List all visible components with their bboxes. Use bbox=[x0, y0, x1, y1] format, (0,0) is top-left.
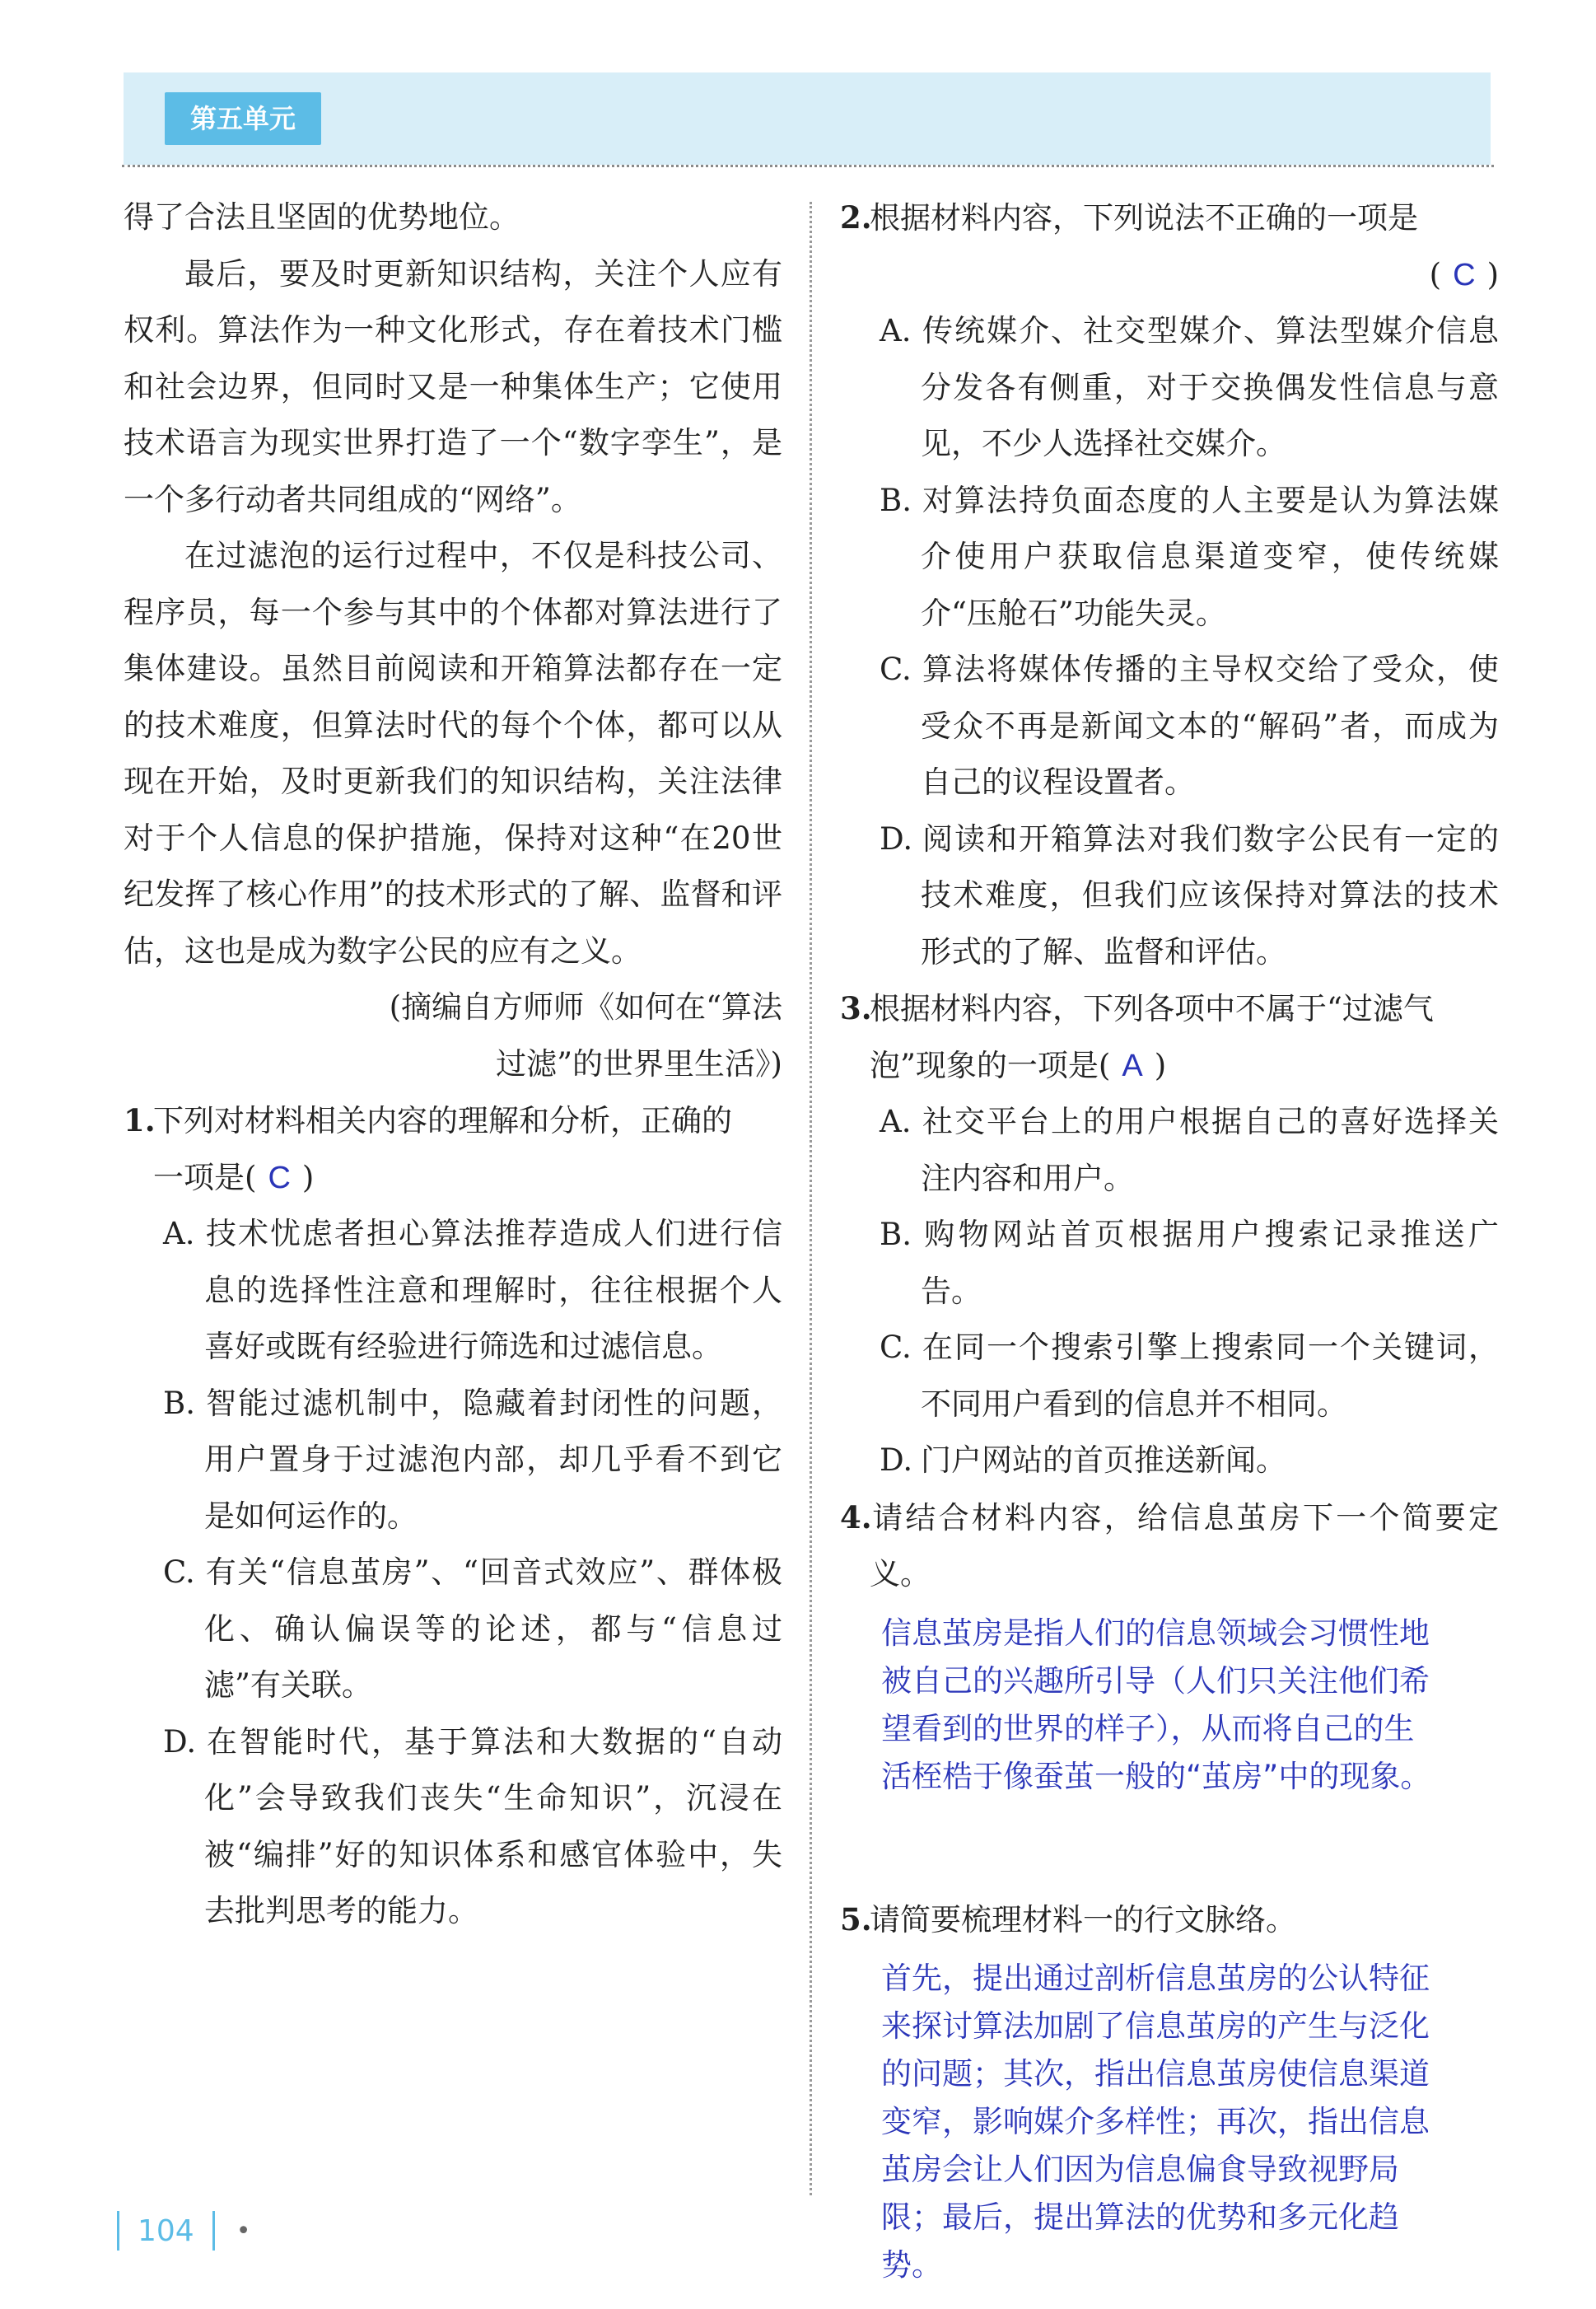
answer-line: 变窄，影响媒介多样性；再次，指出信息 bbox=[881, 2104, 1430, 2139]
answer-line: 来探讨算法加剧了信息茧房的产生与泛化 bbox=[881, 2008, 1430, 2044]
question-2-answer-bracket bbox=[840, 247, 1499, 304]
source-citation-line-2: 过滤”的世界里生活》) bbox=[496, 1045, 782, 1082]
question-4 bbox=[840, 1489, 1499, 1801]
question-1-stem bbox=[124, 1092, 782, 1150]
page-footer bbox=[117, 2208, 250, 2254]
answer-line: 望看到的世界的样子），从而将自己的生 bbox=[881, 1710, 1415, 1746]
page-number: 104 bbox=[138, 2213, 194, 2248]
question-1-stem-cont bbox=[124, 1150, 782, 1207]
option-text: 传统媒介、社交型媒介、算法型媒介信息分发各有侧重，对于交换偶发性信息与意见，不少人选择社交媒介。 bbox=[921, 313, 1499, 461]
option-letter: D. bbox=[163, 1723, 197, 1760]
question-2-option-c bbox=[840, 642, 1499, 811]
question-3-stem-line-2: 泡”现象的一项是( bbox=[870, 1047, 1111, 1083]
column-divider bbox=[810, 202, 812, 2195]
question-2-stem-text: 根据材料内容，下列说法不正确的一项是 bbox=[870, 200, 1418, 236]
question-5-stem bbox=[840, 1891, 1499, 1949]
question-5-stem-text: 请简要梳理材料一的行文脉络。 bbox=[870, 1901, 1296, 1937]
option-text: 智能过滤机制中，隐藏着封闭性的问题，用户置身于过滤泡内部，却几乎看不到它是如何运作的。 bbox=[204, 1385, 782, 1534]
answer-line: 被自己的兴趣所引导（人们只关注他们希 bbox=[881, 1662, 1430, 1699]
option-letter: D. bbox=[880, 1442, 913, 1478]
question-2-option-b bbox=[840, 473, 1499, 643]
unit-label: 第五单元 bbox=[165, 92, 321, 145]
question-1-number: 1. bbox=[124, 1102, 156, 1138]
question-3-option-b bbox=[840, 1207, 1499, 1320]
question-2-option-d bbox=[840, 811, 1499, 981]
question-2-answer: C bbox=[1453, 257, 1476, 292]
footer-dot: • bbox=[236, 2216, 251, 2246]
question-1-option-c bbox=[124, 1545, 782, 1714]
question-2-option-a bbox=[840, 303, 1499, 473]
option-text: 技术忧虑者担心算法推荐造成人们进行信息的选择性注意和理解时，往往根据个人喜好或既有经验进行筛选和过滤信息。 bbox=[204, 1216, 782, 1364]
option-letter: C. bbox=[163, 1554, 195, 1590]
option-letter: A. bbox=[880, 313, 912, 348]
question-2 bbox=[840, 189, 1499, 980]
question-2-stem bbox=[840, 189, 1499, 247]
option-text: 门户网站的首页推送新闻。 bbox=[921, 1442, 1286, 1478]
option-letter: C. bbox=[880, 652, 912, 687]
question-3-option-a bbox=[840, 1094, 1499, 1207]
question-3-stem-cont bbox=[840, 1038, 1499, 1095]
bracket-close: ) bbox=[1486, 256, 1499, 292]
option-letter: C. bbox=[880, 1330, 912, 1365]
answer-line: 势。 bbox=[881, 2247, 942, 2283]
answer-line: 茧房会让人们因为信息偏食导致视野局 bbox=[881, 2152, 1399, 2187]
question-3-number: 3. bbox=[840, 990, 872, 1026]
question-3-option-d bbox=[840, 1433, 1499, 1489]
question-3-stem bbox=[840, 980, 1499, 1038]
question-1-stem-line-1: 下列对材料相关内容的理解和分析，正确的 bbox=[153, 1103, 732, 1138]
question-3-stem-line-1: 根据材料内容，下列各项中不属于“过滤气 bbox=[870, 991, 1434, 1026]
header-divider bbox=[122, 165, 1494, 167]
question-5 bbox=[840, 1891, 1499, 2290]
answer-line: 限；最后，提出算法的优势和多元化趋 bbox=[881, 2199, 1399, 2235]
question-3-answer: A bbox=[1122, 1048, 1143, 1083]
option-letter: A. bbox=[163, 1216, 195, 1251]
answer-line: 的问题；其次，指出信息茧房使信息渠道 bbox=[881, 2056, 1430, 2092]
option-text: 对算法持负面态度的人主要是认为算法媒介使用户获取信息渠道变窄，使传统媒介“压舱石”功能失灵。 bbox=[921, 482, 1499, 631]
question-1-option-b bbox=[124, 1376, 782, 1545]
option-letter: D. bbox=[880, 820, 913, 857]
option-text: 阅读和开箱算法对我们数字公民有一定的技术难度，但我们应该保持对算法的技术形式的了解、监督和评估。 bbox=[921, 820, 1499, 970]
answer-line: 首先，提出通过剖析信息茧房的公认特征 bbox=[881, 1961, 1430, 1996]
option-text: 在同一个搜索引擎上搜索同一个关键词，不同用户看到的信息并不相同。 bbox=[921, 1330, 1499, 1422]
option-text: 在智能时代，基于算法和大数据的“自动化”会导致我们丧失“生命知识”，沉浸在被“编排”好的知识体系和感官体验中，失去批判思考的能力。 bbox=[204, 1723, 782, 1928]
option-letter: B. bbox=[163, 1385, 195, 1421]
question-1-answer: C bbox=[268, 1160, 291, 1195]
question-1 bbox=[124, 1092, 782, 1940]
question-3-option-c bbox=[840, 1320, 1499, 1433]
question-3 bbox=[840, 980, 1499, 1489]
header-band bbox=[124, 72, 1491, 165]
question-1-option-d bbox=[124, 1714, 782, 1940]
question-4-stem-text: 请结合材料内容，给信息茧房下一个简要定义。 bbox=[870, 1499, 1499, 1592]
question-1-option-a bbox=[124, 1206, 782, 1376]
option-text: 算法将媒体传播的主导权交给了受众，使受众不再是新闻文本的“解码”者，而成为自己的议程设置者。 bbox=[921, 652, 1499, 800]
question-5-number: 5. bbox=[840, 1900, 872, 1937]
question-4-handwritten-answer bbox=[840, 1610, 1499, 1801]
answer-line: 信息茧房是指人们的信息领域会习惯性地 bbox=[881, 1615, 1430, 1651]
option-text: 有关“信息茧房”、“回音式效应”、群体极化、确认偏误等的论述，都与“信息过滤”有关联。 bbox=[204, 1554, 782, 1703]
option-letter: B. bbox=[880, 1217, 912, 1252]
question-1-stem-end: ) bbox=[301, 1159, 315, 1195]
option-letter: B. bbox=[880, 482, 912, 518]
left-column bbox=[124, 189, 782, 1940]
question-3-stem-end: ) bbox=[1154, 1047, 1167, 1083]
question-2-number: 2. bbox=[840, 199, 872, 236]
question-1-stem-line-2: 一项是( bbox=[153, 1159, 257, 1195]
passage-paragraph-1: 最后，要及时更新知识结构，关注个人应有权利。算法作为一种文化形式，存在着技术门槛和社会边界，但同时又是一种集体生产；它使用技术语言为现实世界打造了一个“数字孪生”，是一个多行动者共同组成的“网络”。 bbox=[124, 255, 782, 517]
question-4-stem bbox=[840, 1489, 1499, 1603]
passage-paragraph-2: 在过滤泡的运行过程中，不仅是科技公司、程序员，每一个参与其中的个体都对算法进行了集体建设。虽然目前阅读和开箱算法都存在一定的技术难度，但算法时代的每个个体，都可以从现在开始，及时更新我们的知识结构，关注法律对于个人信息的保护措施，保持对这种“在20世纪发挥了核心作用”的技术形式的了解、监督和评估，这也是成为数字公民的应有之义。 bbox=[124, 538, 782, 969]
option-letter: A. bbox=[880, 1104, 912, 1139]
right-column bbox=[840, 189, 1499, 2289]
option-text: 社交平台上的用户根据自己的喜好选择关注内容和用户。 bbox=[921, 1104, 1499, 1196]
source-citation-line-1: (摘编自方师师《如何在“算法 bbox=[389, 989, 782, 1025]
question-4-number: 4. bbox=[840, 1498, 872, 1535]
question-5-handwritten-answer bbox=[840, 1955, 1499, 2289]
answer-line: 活桎梏于像蚕茧一般的“茧房”中的现象。 bbox=[881, 1758, 1431, 1794]
option-text: 购物网站首页根据用户搜索记录推送广告。 bbox=[921, 1217, 1499, 1309]
bracket-open: ( bbox=[1429, 256, 1442, 292]
passage-paragraph-0: 得了合法且坚固的优势地位。 bbox=[124, 199, 520, 235]
